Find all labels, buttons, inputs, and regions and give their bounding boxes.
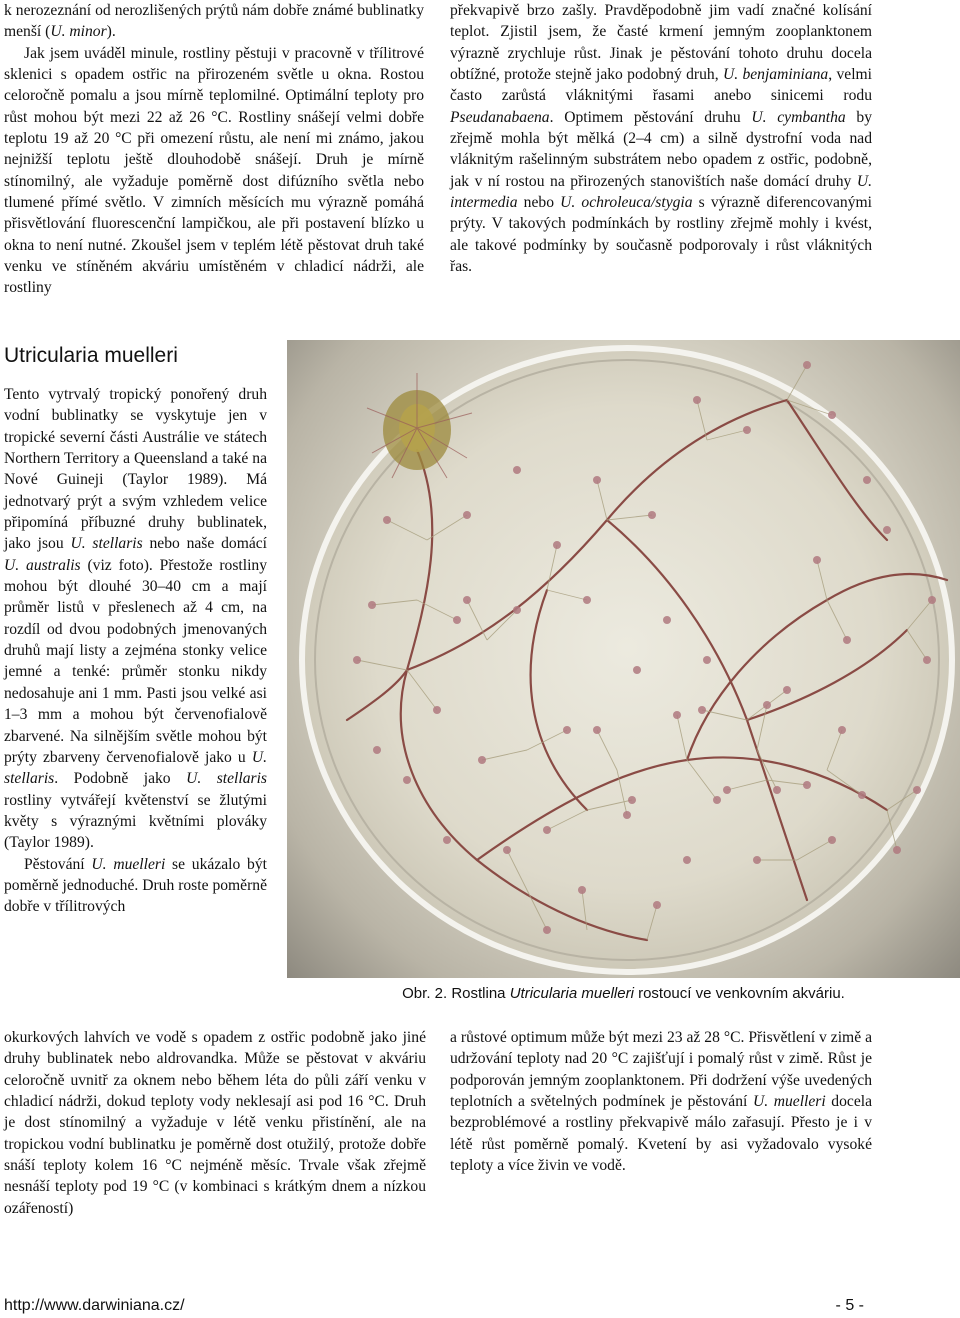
- column-1-top-text: [4, 0, 424, 299]
- paragraph: Pěstování U. muelleri se ukázalo být poměrně jednoduché. Druh roste poměrně dobře v třílitrových: [4, 855, 267, 916]
- section-column-2-text: [450, 1027, 872, 1176]
- page-number: - 5 -: [835, 1297, 864, 1314]
- section-column-1-text: [4, 1027, 426, 1219]
- column-2-top-text: [450, 0, 872, 277]
- paragraph: Jak jsem uváděl minule, rostliny pěstuji v pracovně v třílitrové sklenici s opadem ostřic na přirozeném světle u okna. Rostou celoročně pomalu a jsou mírně teplomilné. Optimální teploty pro růst mohou být mezi 22 až 26 °C. Rostliny snášejí velmi dobře teplotu 19 až 20 °C při omezení růstu, ale není mi známo, jakou nejnižší teplotu ještě dlouhodobě snášejí. Druh je mírně stínomilný, ale vyžaduje poměrně dost difúzního světla nebo tlumené přímé světlo. V zimních měsících mu výrazně pomáhá přisvětlování fluorescenční lampičkou, ale při postavení blízko u okna to není nutné. Zkoušel jsem v teplém létě pěstovat druh také venku ve stíněném akváriu umístěném v chladicí nádrži, ale rostliny: [4, 44, 424, 297]
- paragraph: okurkových lahvích ve vodě s opadem z ostřic podobně jako jiné druhy bublinatek nebo aldrovandka. Může se pěstovat v akváriu celoročně uvnitř za oknem nebo během léta do půli září venku v chladicí nádrži, dokud teploty vody neklesají asi pod 16 °C. Druh je dost stínomilný a vyžaduje v létě venku přistínění, ale na tropickou vodní bublinatku je poměrně dost otužilý, protože dobře snáší teploty kolem 16 °C nejméně měsíc. Trvale však zřejmě nesnáší teploty pod 19 °C (v kombinaci s krátkým dnem a nízkou ozářeností): [4, 1029, 426, 1217]
- section-heading: Utricularia muelleri: [4, 344, 178, 367]
- footer-url-link[interactable]: http://www.darwiniana.cz/: [4, 1297, 185, 1314]
- paragraph: k nerozeznání od nerozlišených prýtů nám dobře známé bublinatky menší (U. minor).: [4, 2, 424, 41]
- figure-caption: Obr. 2. Rostlina Utricularia muelleri rostoucí ve venkovním akváriu.: [402, 985, 845, 1002]
- paragraph: Tento vytrvalý tropický ponořený druh vodní bublinatky se vyskytuje jen v tropické severní části Austrálie ve státech Northern Territory a Queensland a také na Nové Guineji (Taylor 1989). Má jednotvarý prýt a svým vzhledem velice připomíná příbuzné druhy bublinatek, jako jsou U. stellaris nebo naše domácí U. australis (viz foto). Přestože rostliny mohou být dlouhé 30–40 cm a mají průměr listů v přeslenech až 4 cm, na rozdíl od dvou podobných jmenovaných druhů mají listy a zejména stonky velice jemné a tenké: průměr stonku nikdy nedosahuje ani 1 mm. Pasti jsou velké asi 1–3 mm a mohou být červenofialově zbarvené. Na silnějším světle mohou být prýty zbarveny červenofialově jako u U. stellaris. Podobně jako U. stellaris rostliny vytvářejí květenství se žlutými květy s výraznými květními plováky (Taylor 1989).: [4, 386, 267, 852]
- section-narrow-text: [4, 384, 267, 918]
- paragraph: a růstové optimum může být mezi 23 až 28 °C. Přisvětlení v zimě a udržování teploty nad 20 °C zajišťují i pomalý růst v zimě. Růst je podporován jemným zooplanktonem. Při dodržení výše uvedených teplotních a světelných podmínek je pěstování U. muelleri docela bezproblémové a rostliny překvapivě málo zařasují. Přesto je i v létě růst poměrně pomalý. Kvetení by asi vyžadovalo vysoké teploty a více živin ve vodě.: [450, 1029, 872, 1175]
- plant-illustration: [287, 340, 960, 978]
- paragraph: překvapivě brzo zašly. Pravděpodobně jim vadí značné kolísání teplot. Zjistil jsem, že časté krmení jemným zooplanktonem výrazně zrychluje růst. Jinak je pěstování tohoto druhu docela obtížné, protože stejně jako podobný druh, U. benjaminiana, velmi často zarůstá vláknitými řasami anebo sinicemi rodu Pseudanabaena. Optimem pěstování druhu U. cymbantha by zřejmě mohla být mělká (2–4 cm) a silně dystrofní voda nad vláknitým rašelinným substrátem nebo opadem z ostřic, podobně, jak v ní rostou na přirozených stanovištích naše domácí druhy U. intermedia nebo U. ochroleuca/stygia s výrazně diferencovanými prýty. V takových podmínkách by rostliny zřejmě mohly i kvést, ale takové podmínky by současně podporovaly i růst vláknitých řas.: [450, 2, 872, 276]
- plant-photo: [287, 340, 960, 978]
